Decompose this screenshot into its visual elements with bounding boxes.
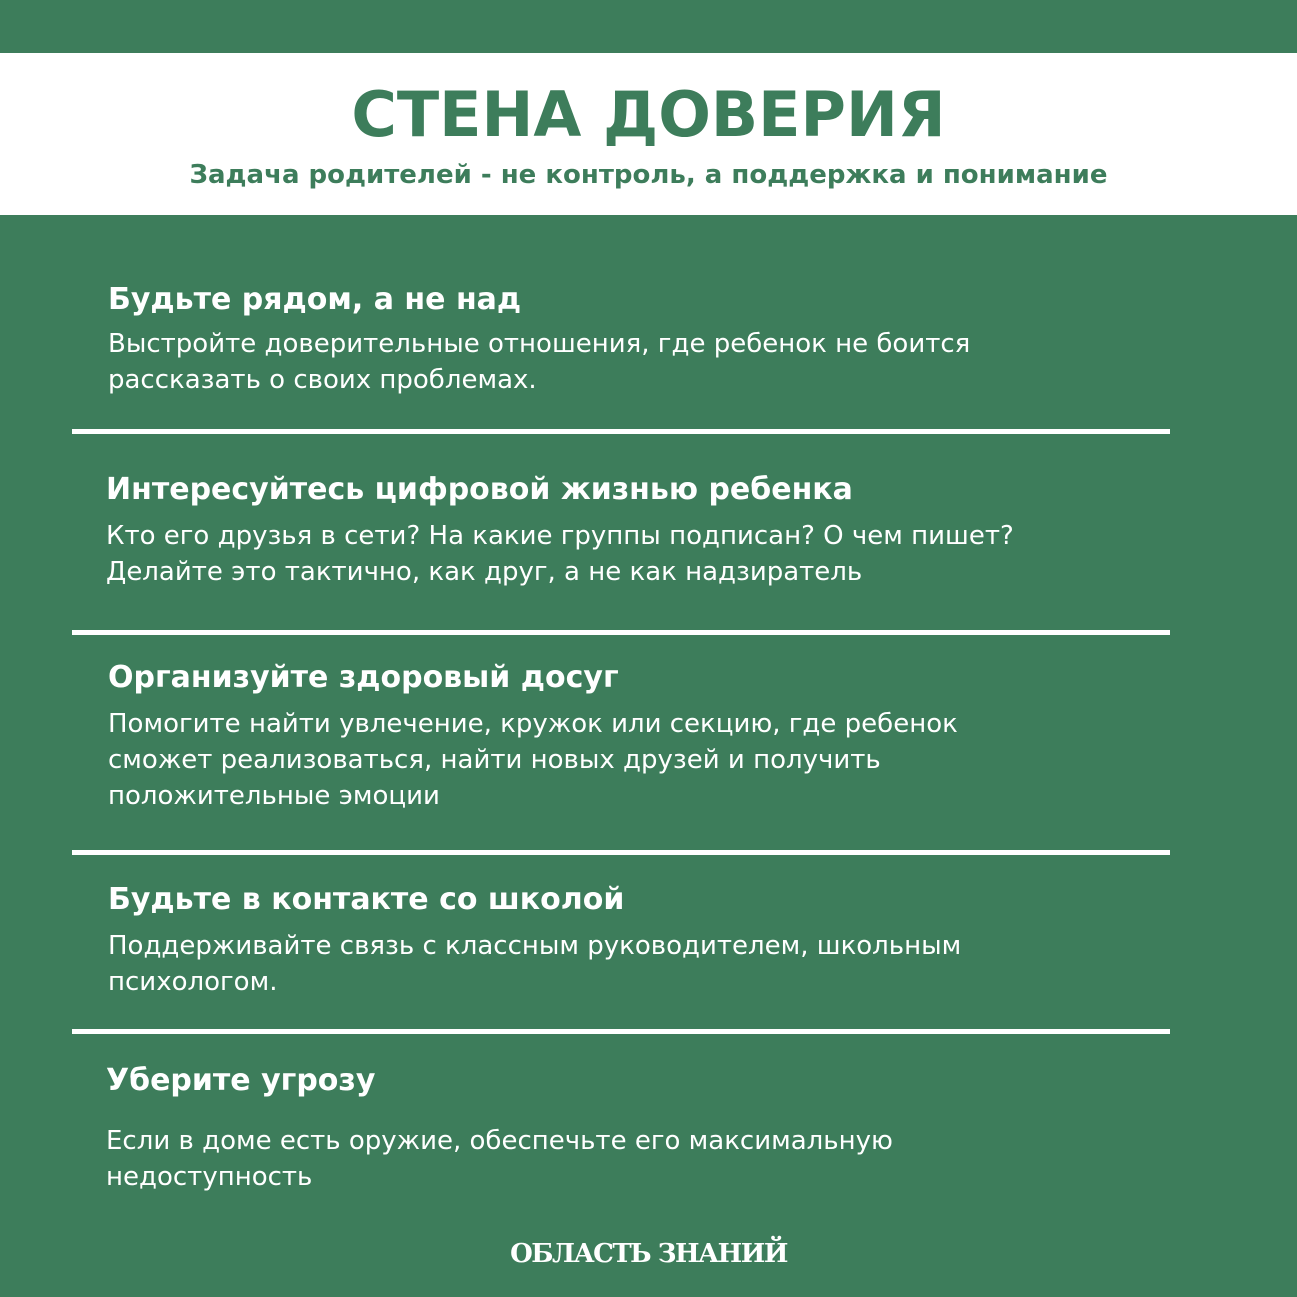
section-digital-life <box>106 470 1166 590</box>
section-text-line: недоступность <box>106 1162 313 1192</box>
section-be-near <box>108 280 1168 398</box>
section-divider <box>72 630 1170 635</box>
section-title: Будьте в контакте со школой <box>108 882 625 917</box>
section-divider <box>72 429 1170 434</box>
section-healthy-leisure <box>108 658 1168 814</box>
page-subtitle: Задача родителей - не контроль, а поддержка и понимание <box>189 160 1108 190</box>
header-banner <box>0 53 1297 215</box>
section-text-line: Кто его друзья в сети? На какие группы подписан? О чем пишет? <box>106 521 1014 551</box>
section-text-line: рассказать о своих проблемах. <box>108 365 537 395</box>
section-text-line: Если в доме есть оружие, обеспечьте его максимальную <box>106 1126 893 1156</box>
section-text-line: психологом. <box>108 967 278 997</box>
section-text-line: Помогите найти увлечение, кружок или секцию, где ребенок <box>108 709 958 739</box>
section-title: Организуйте здоровый досуг <box>108 660 619 695</box>
section-text <box>108 326 1168 398</box>
section-text-line: положительные эмоции <box>108 781 440 811</box>
footer-brand-logo: ОБЛАСТЬ ЗНАНИЙ <box>510 1239 787 1269</box>
section-text-line: Поддерживайте связь с классным руководителем, школьным <box>108 931 962 961</box>
section-remove-threat <box>106 1061 1166 1195</box>
section-divider <box>72 1029 1170 1034</box>
section-text <box>106 518 1166 590</box>
section-divider <box>72 850 1170 855</box>
section-title: Уберите угрозу <box>106 1063 376 1098</box>
page-title: СТЕНА ДОВЕРИЯ <box>351 78 946 151</box>
section-text <box>108 928 1168 1000</box>
section-text <box>108 706 1168 814</box>
section-title: Интересуйтесь цифровой жизнью ребенка <box>106 472 853 507</box>
section-text <box>106 1123 1166 1195</box>
section-text-line: Выстройте доверительные отношения, где ребенок не боится <box>108 329 971 359</box>
section-text-line: Делайте это тактично, как друг, а не как надзиратель <box>106 557 863 587</box>
section-title: Будьте рядом, а не над <box>108 282 522 317</box>
section-school-contact <box>108 880 1168 1000</box>
section-text-line: сможет реализоваться, найти новых друзей и получить <box>108 745 881 775</box>
